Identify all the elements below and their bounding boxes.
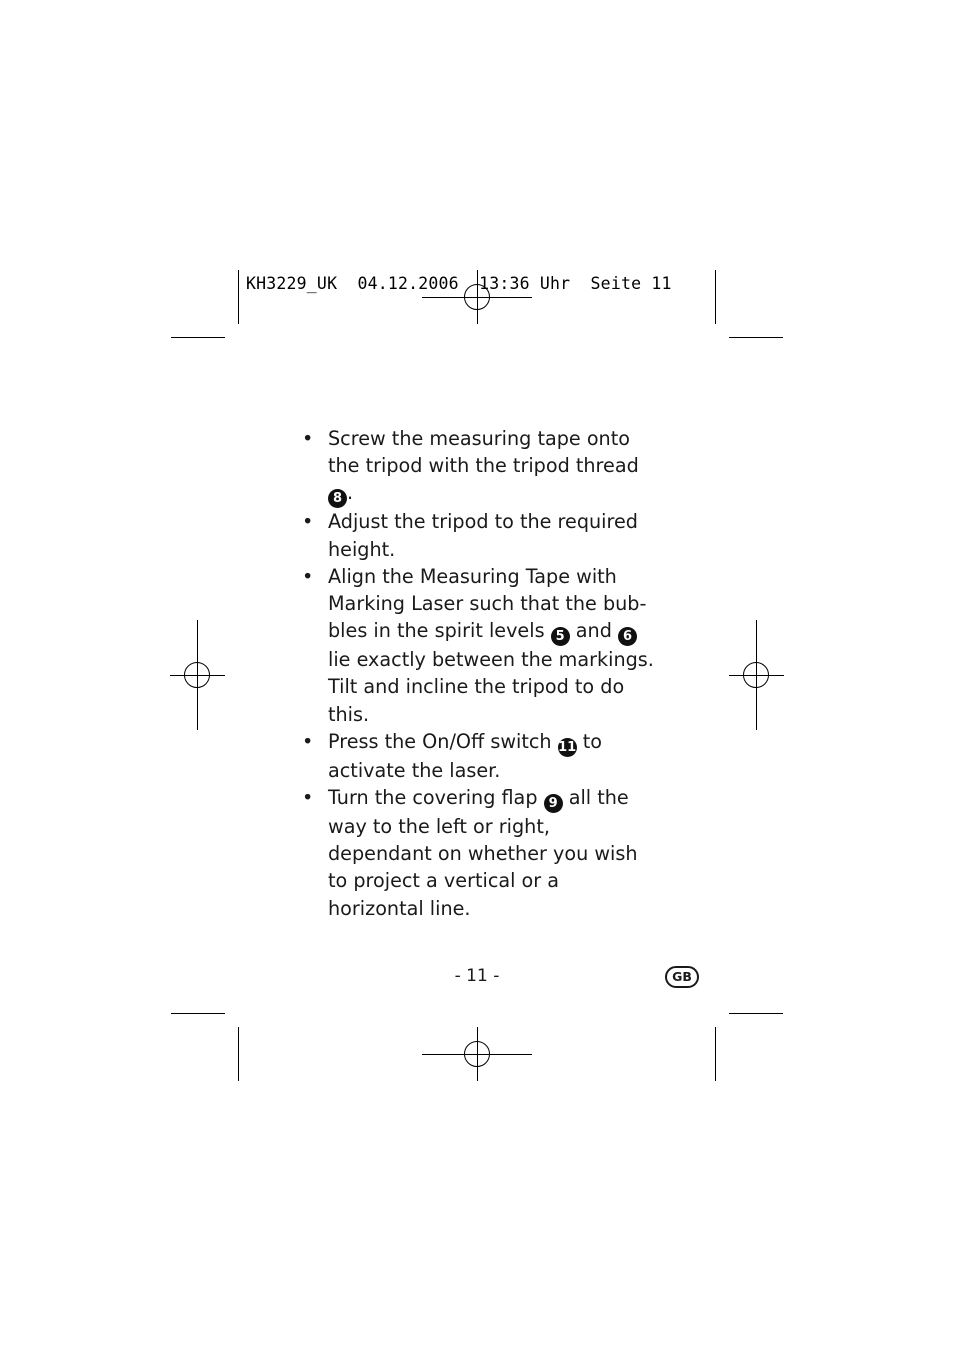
crop-mark: [171, 1013, 225, 1014]
instruction-text: Align the Measuring Tape with Marking Laser such that the bub-bles in the spirit levels: [328, 564, 647, 643]
instruction-item: [302, 563, 658, 728]
part-reference-number: 8: [328, 489, 347, 508]
registration-circle: [743, 662, 769, 688]
instruction-text: Screw the measuring tape onto the tripod with the tripod thread: [328, 427, 639, 478]
instruction-item: [302, 728, 658, 784]
instruction-text: lie exactly between the markings. Tilt and incline the tripod to do this.: [328, 648, 654, 726]
crop-mark: [238, 270, 239, 324]
instruction-item: [302, 784, 658, 922]
registration-circle: [464, 1041, 490, 1067]
instruction-text: .: [347, 481, 354, 505]
page-number: - 11 -: [454, 966, 500, 986]
country-badge: GB: [665, 966, 699, 988]
instruction-item: [302, 425, 658, 508]
crop-mark: [238, 1027, 239, 1081]
crop-mark: [171, 337, 225, 338]
crop-mark: [729, 337, 783, 338]
part-reference-number: 5: [551, 627, 570, 646]
instruction-text: Press the On/Off switch: [328, 729, 558, 753]
bullet-point: •: [302, 729, 314, 753]
bullet-point: •: [302, 786, 314, 810]
instruction-text: all the way to the left or right, dependant on whether you wish to project a vertical or a horizontal line.: [328, 786, 638, 920]
instruction-item: [302, 508, 658, 562]
instruction-text: Turn the covering flap: [328, 786, 544, 810]
part-reference-number: 11: [558, 739, 577, 755]
instruction-list: [302, 425, 658, 922]
part-reference-number: 6: [618, 627, 637, 646]
print-header: KH3229_UK 04.12.2006 13:36 Uhr Seite 11: [246, 274, 672, 293]
part-reference-number: 9: [544, 794, 563, 813]
instruction-bullets: [302, 425, 658, 922]
registration-circle: [184, 662, 210, 688]
bullet-point: •: [302, 564, 314, 588]
crop-mark: [729, 1013, 783, 1014]
bullet-point: •: [302, 510, 314, 534]
crop-mark: [715, 1027, 716, 1081]
instruction-text: Adjust the tripod to the required height.: [328, 510, 638, 561]
instruction-text: to activate the laser.: [328, 729, 603, 782]
bullet-point: •: [302, 427, 314, 450]
instruction-text: and: [569, 619, 618, 643]
crop-mark: [715, 270, 716, 324]
